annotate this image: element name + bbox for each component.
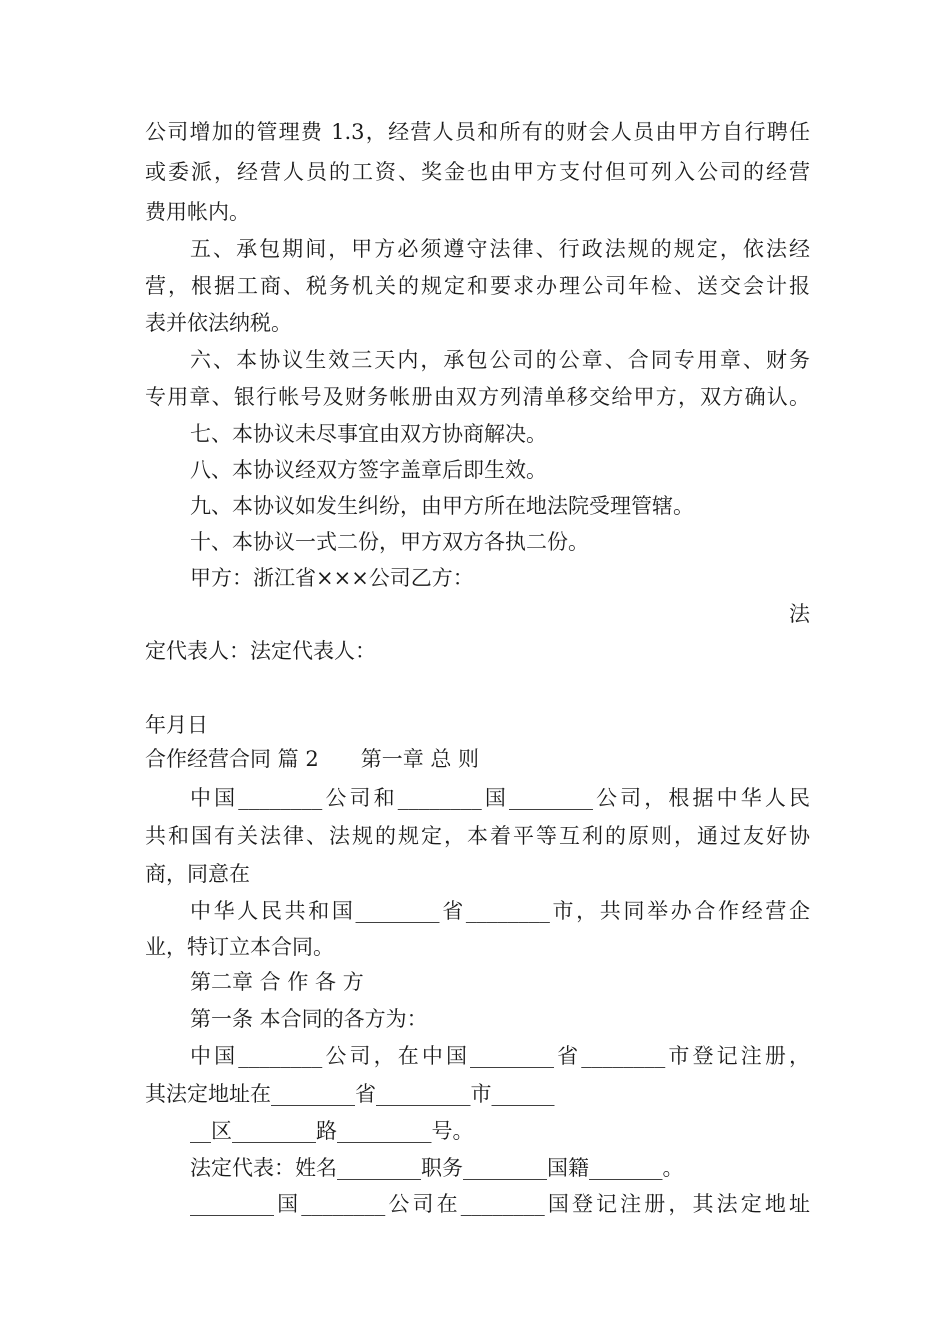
- paragraph-line: ________国________公司在________国登记注册，其法定地址: [190, 1192, 810, 1216]
- paragraph-line: 五、承包期间，甲方必须遵守法律、行政法规的规定，依法经: [190, 237, 810, 261]
- paragraph-line: 八、本协议经双方签字盖章后即生效。: [190, 458, 547, 482]
- paragraph-line: 营，根据工商、税务机关的规定和要求办理公司年检、送交会计报: [145, 274, 810, 298]
- paragraph-line: 费用帐内。: [145, 200, 250, 224]
- paragraph-line: 共和国有关法律、法规的规定，本着平等互利的原则，通过友好协: [145, 824, 810, 848]
- paragraph-line: 中国________公司和________国________公司，根据中华人民: [190, 786, 810, 810]
- paragraph-line: 表并依法纳税。: [145, 311, 292, 335]
- paragraph-line: 业，特订立本合同。: [145, 935, 334, 959]
- signature-representative-line: 定代表人：法定代表人：: [145, 639, 376, 663]
- paragraph-line: 中华人民共和国________省________市，共同举办合作经营企: [190, 899, 810, 923]
- paragraph-line: 公司增加的管理费 1.3，经营人员和所有的财会人员由甲方自行聘任: [145, 120, 810, 144]
- paragraph-line: 六、本协议生效三天内，承包公司的公章、合同专用章、财务: [190, 348, 810, 372]
- date-line: 年月日: [145, 713, 208, 737]
- chapter-heading: 第二章 合 作 各 方: [190, 970, 364, 994]
- article-heading: 第一条 本合同的各方为：: [190, 1007, 428, 1031]
- paragraph-line: 九、本协议如发生纠纷，由甲方所在地法院受理管辖。: [190, 494, 694, 518]
- paragraph-line: 中国________公司，在中国________省________市登记注册，: [190, 1044, 810, 1068]
- section-heading: 合作经营合同 篇 2 第一章 总 则: [145, 747, 480, 771]
- paragraph-line: 七、本协议未尽事宜由双方协商解决。: [190, 422, 547, 446]
- signature-fragment: 法: [789, 602, 810, 626]
- paragraph-line: __区________路_________号。: [190, 1119, 474, 1143]
- signature-party-line: 甲方：浙江省×××公司乙方：: [190, 566, 474, 590]
- paragraph-line: 专用章、银行帐号及财务帐册由双方列清单移交给甲方，双方确认。: [145, 385, 810, 409]
- paragraph-line: 或委派，经营人员的工资、奖金也由甲方支付但可列入公司的经营: [145, 160, 810, 184]
- paragraph-line: 十、本协议一式二份，甲方双方各执二份。: [190, 530, 589, 554]
- paragraph-line: 法定代表：姓名________职务________国籍_______。: [190, 1156, 684, 1180]
- paragraph-line: 其法定地址在________省_________市______: [145, 1082, 555, 1106]
- paragraph-line: 商，同意在: [145, 862, 250, 886]
